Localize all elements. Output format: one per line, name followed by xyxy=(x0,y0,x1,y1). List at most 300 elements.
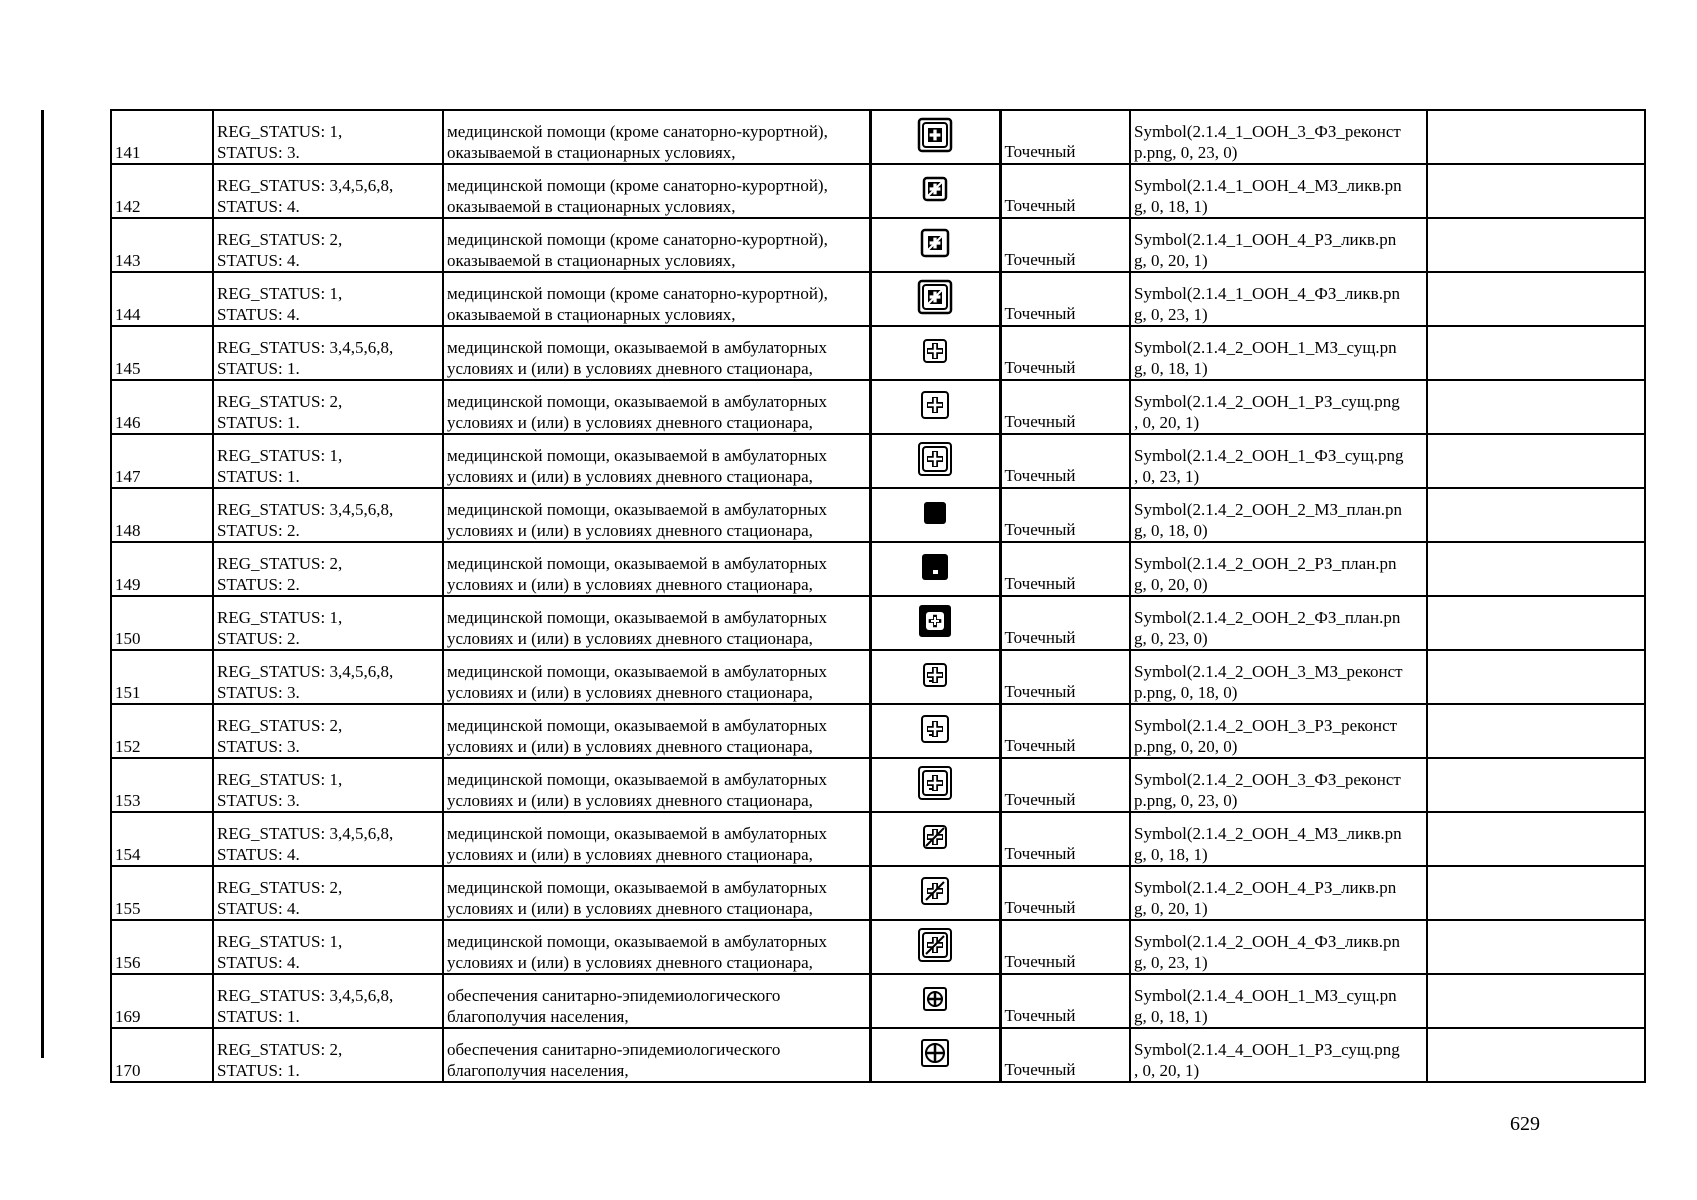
description-cell xyxy=(443,272,870,326)
row-number: 147 xyxy=(115,467,141,486)
hospital-bold-frame-cross-icon xyxy=(917,117,953,158)
description-line-1: медицинской помощи, оказываемой в амбулаторных xyxy=(447,392,827,411)
symbol-icon-cell xyxy=(870,488,1000,542)
row-number-cell xyxy=(111,704,213,758)
left-margin-line xyxy=(41,110,44,1058)
sanitary-grid-small-icon xyxy=(922,986,948,1017)
symbol-icon-cell xyxy=(870,650,1000,704)
table-row xyxy=(111,110,1645,164)
table-row xyxy=(111,650,1645,704)
description-cell xyxy=(443,110,870,164)
description-line-2: условиях и (или) в условиях дневного стационара, xyxy=(447,845,813,864)
description-line-1: медицинской помощи, оказываемой в амбулаторных xyxy=(447,500,827,519)
description-line-1: медицинской помощи, оказываемой в амбулаторных xyxy=(447,608,827,627)
row-number-cell xyxy=(111,650,213,704)
reg-status: REG_STATUS: 2, xyxy=(217,716,343,735)
symbol-expression-cell xyxy=(1130,704,1427,758)
table-row xyxy=(111,488,1645,542)
description-cell xyxy=(443,812,870,866)
symbol-expression-line-1: Symbol(2.1.4_2_ООН_2_МЗ_план.pn xyxy=(1134,500,1402,519)
description-line-2: условиях и (или) в условиях дневного стационара, xyxy=(447,521,813,540)
description-line-2: оказываемой в стационарных условиях, xyxy=(447,305,736,324)
row-number-cell xyxy=(111,974,213,1028)
empty-cell xyxy=(1427,920,1645,974)
symbol-expression-line-1: Symbol(2.1.4_4_ООН_1_МЗ_сущ.pn xyxy=(1134,986,1397,1005)
description-line-1: обеспечения санитарно-эпидемиологического xyxy=(447,986,781,1005)
row-number: 151 xyxy=(115,683,141,702)
status: STATUS: 2. xyxy=(217,575,300,594)
table-row xyxy=(111,758,1645,812)
status-cell xyxy=(213,974,443,1028)
reg-status: REG_STATUS: 1, xyxy=(217,446,343,465)
geometry-type-cell xyxy=(1000,110,1130,164)
geometry-type-cell xyxy=(1000,758,1130,812)
symbol-expression-line-2: p.png, 0, 20, 0) xyxy=(1134,737,1238,756)
outpatient-cross-small-icon xyxy=(922,338,948,369)
symbol-expression-line-2: g, 0, 20, 0) xyxy=(1134,575,1208,594)
geometry-type-cell xyxy=(1000,866,1130,920)
symbol-icon-cell xyxy=(870,920,1000,974)
symbol-expression-cell xyxy=(1130,596,1427,650)
reg-status: REG_STATUS: 2, xyxy=(217,392,343,411)
description-line-2: условиях и (или) в условиях дневного стационара, xyxy=(447,467,813,486)
symbol-expression-cell xyxy=(1130,272,1427,326)
description-line-1: медицинской помощи, оказываемой в амбулаторных xyxy=(447,716,827,735)
status: STATUS: 3. xyxy=(217,683,300,702)
description-line-2: условиях и (или) в условиях дневного стационара, xyxy=(447,683,813,702)
table-row xyxy=(111,704,1645,758)
symbol-expression-line-1: Symbol(2.1.4_1_ООН_4_МЗ_ликв.pn xyxy=(1134,176,1402,195)
geometry-type-cell xyxy=(1000,1028,1130,1082)
row-number: 170 xyxy=(115,1061,141,1080)
status-cell xyxy=(213,272,443,326)
row-number: 153 xyxy=(115,791,141,810)
geometry-type: Точечный xyxy=(1004,682,1076,701)
symbol-expression-cell xyxy=(1130,758,1427,812)
symbol-expression-cell xyxy=(1130,326,1427,380)
empty-cell xyxy=(1427,650,1645,704)
table-row xyxy=(111,380,1645,434)
row-number-cell xyxy=(111,164,213,218)
empty-cell xyxy=(1427,812,1645,866)
geometry-type: Точечный xyxy=(1004,196,1076,215)
description-line-2: оказываемой в стационарных условиях, xyxy=(447,143,736,162)
geometry-type-cell xyxy=(1000,380,1130,434)
geometry-type: Точечный xyxy=(1004,574,1076,593)
geometry-type-cell xyxy=(1000,704,1130,758)
reg-status: REG_STATUS: 1, xyxy=(217,608,343,627)
empty-cell xyxy=(1427,164,1645,218)
status-cell xyxy=(213,812,443,866)
description-line-1: медицинской помощи, оказываемой в амбулаторных xyxy=(447,662,827,681)
symbol-icon-cell xyxy=(870,866,1000,920)
geometry-type-cell xyxy=(1000,812,1130,866)
reg-status: REG_STATUS: 2, xyxy=(217,878,343,897)
status: STATUS: 4. xyxy=(217,953,300,972)
empty-cell xyxy=(1427,974,1645,1028)
description-line-1: медицинской помощи, оказываемой в амбулаторных xyxy=(447,878,827,897)
reg-status: REG_STATUS: 2, xyxy=(217,1040,343,1059)
symbol-expression-line-2: g, 0, 18, 1) xyxy=(1134,845,1208,864)
row-number: 145 xyxy=(115,359,141,378)
description-line-2: условиях и (или) в условиях дневного стационара, xyxy=(447,791,813,810)
symbol-expression-cell xyxy=(1130,380,1427,434)
row-number-cell xyxy=(111,812,213,866)
description-line-2: условиях и (или) в условиях дневного стационара, xyxy=(447,629,813,648)
table-row xyxy=(111,596,1645,650)
description-line-1: медицинской помощи (кроме санаторно-курортной), xyxy=(447,230,828,249)
outpatient-filled-square-icon xyxy=(922,500,948,531)
symbol-expression-line-2: g, 0, 18, 1) xyxy=(1134,1007,1208,1026)
row-number: 146 xyxy=(115,413,141,432)
status-cell xyxy=(213,488,443,542)
status: STATUS: 2. xyxy=(217,629,300,648)
row-number: 156 xyxy=(115,953,141,972)
outpatient-filled-cross-icon xyxy=(917,603,953,644)
outpatient-filled-marked-icon xyxy=(920,552,950,587)
reg-status: REG_STATUS: 1, xyxy=(217,770,343,789)
outpatient-crossed-small-icon xyxy=(922,824,948,855)
row-number: 141 xyxy=(115,143,141,162)
empty-cell xyxy=(1427,1028,1645,1082)
row-number-cell xyxy=(111,920,213,974)
symbol-icon-cell xyxy=(870,110,1000,164)
description-cell xyxy=(443,1028,870,1082)
empty-cell xyxy=(1427,758,1645,812)
symbol-expression-line-2: p.png, 0, 23, 0) xyxy=(1134,791,1238,810)
description-cell xyxy=(443,434,870,488)
table-row xyxy=(111,218,1645,272)
status: STATUS: 4. xyxy=(217,845,300,864)
symbol-expression-line-1: Symbol(2.1.4_1_ООН_4_РЗ_ликв.pn xyxy=(1134,230,1397,249)
row-number: 152 xyxy=(115,737,141,756)
symbol-expression-line-2: p.png, 0, 18, 0) xyxy=(1134,683,1238,702)
symbol-expression-line-1: Symbol(2.1.4_2_ООН_1_ФЗ_сущ.png xyxy=(1134,446,1404,465)
symbol-expression-line-1: Symbol(2.1.4_1_ООН_3_ФЗ_реконст xyxy=(1134,122,1401,141)
symbol-icon-cell xyxy=(870,164,1000,218)
hospital-crossed-framed-icon xyxy=(917,279,953,320)
symbol-expression-line-2: , 0, 20, 1) xyxy=(1134,413,1200,432)
symbol-expression-line-2: , 0, 23, 1) xyxy=(1134,467,1200,486)
description-line-1: медицинской помощи, оказываемой в амбулаторных xyxy=(447,554,827,573)
description-line-2: условиях и (или) в условиях дневного стационара, xyxy=(447,359,813,378)
status: STATUS: 1. xyxy=(217,1061,300,1080)
table-row xyxy=(111,272,1645,326)
status: STATUS: 1. xyxy=(217,467,300,486)
status: STATUS: 3. xyxy=(217,143,300,162)
row-number: 149 xyxy=(115,575,141,594)
empty-cell xyxy=(1427,434,1645,488)
status-cell xyxy=(213,380,443,434)
row-number-cell xyxy=(111,434,213,488)
symbol-expression-line-2: , 0, 20, 1) xyxy=(1134,1061,1200,1080)
description-cell xyxy=(443,758,870,812)
row-number-cell xyxy=(111,380,213,434)
geometry-type-cell xyxy=(1000,974,1130,1028)
status: STATUS: 2. xyxy=(217,521,300,540)
description-line-2: условиях и (или) в условиях дневного стационара, xyxy=(447,953,813,972)
empty-cell xyxy=(1427,704,1645,758)
reg-status: REG_STATUS: 1, xyxy=(217,122,343,141)
symbol-icon-cell xyxy=(870,218,1000,272)
symbol-expression-line-2: g, 0, 23, 0) xyxy=(1134,629,1208,648)
status-cell xyxy=(213,326,443,380)
description-line-2: оказываемой в стационарных условиях, xyxy=(447,251,736,270)
reg-status: REG_STATUS: 3,4,5,6,8, xyxy=(217,662,394,681)
symbol-expression-line-1: Symbol(2.1.4_2_ООН_3_МЗ_реконст xyxy=(1134,662,1403,681)
outpatient-cross-framed-icon xyxy=(917,441,953,482)
symbol-expression-line-1: Symbol(2.1.4_2_ООН_1_РЗ_сущ.png xyxy=(1134,392,1400,411)
outpatient-crossed-medium-icon xyxy=(920,876,950,911)
row-number-cell xyxy=(111,758,213,812)
hospital-crossed-medium-icon xyxy=(920,228,950,263)
description-line-1: медицинской помощи, оказываемой в амбулаторных xyxy=(447,338,827,357)
reg-status: REG_STATUS: 1, xyxy=(217,284,343,303)
symbol-expression-line-1: Symbol(2.1.4_2_ООН_4_МЗ_ликв.pn xyxy=(1134,824,1402,843)
symbol-expression-cell xyxy=(1130,866,1427,920)
empty-cell xyxy=(1427,596,1645,650)
page-number: 629 xyxy=(1510,1113,1540,1135)
geometry-type: Точечный xyxy=(1004,1006,1076,1025)
description-cell xyxy=(443,164,870,218)
row-number: 144 xyxy=(115,305,141,324)
status: STATUS: 1. xyxy=(217,359,300,378)
symbol-expression-line-2: g, 0, 18, 1) xyxy=(1134,197,1208,216)
table-row xyxy=(111,326,1645,380)
geometry-type: Точечный xyxy=(1004,304,1076,323)
status-cell xyxy=(213,866,443,920)
reg-status: REG_STATUS: 1, xyxy=(217,932,343,951)
row-number-cell xyxy=(111,866,213,920)
outpatient-reconstruct-small-icon xyxy=(922,662,948,693)
symbol-table xyxy=(110,109,1646,1083)
symbol-expression-line-1: Symbol(2.1.4_2_ООН_4_РЗ_ликв.pn xyxy=(1134,878,1397,897)
geometry-type-cell xyxy=(1000,326,1130,380)
row-number: 154 xyxy=(115,845,141,864)
description-cell xyxy=(443,704,870,758)
description-line-2: оказываемой в стационарных условиях, xyxy=(447,197,736,216)
reg-status: REG_STATUS: 2, xyxy=(217,554,343,573)
symbol-expression-line-1: Symbol(2.1.4_1_ООН_4_ФЗ_ликв.pn xyxy=(1134,284,1400,303)
row-number: 150 xyxy=(115,629,141,648)
status: STATUS: 1. xyxy=(217,1007,300,1026)
reg-status: REG_STATUS: 2, xyxy=(217,230,343,249)
symbol-expression-line-1: Symbol(2.1.4_2_ООН_1_МЗ_сущ.pn xyxy=(1134,338,1397,357)
symbol-icon-cell xyxy=(870,326,1000,380)
symbol-expression-line-2: g, 0, 20, 1) xyxy=(1134,251,1208,270)
symbol-expression-line-1: Symbol(2.1.4_2_ООН_3_ФЗ_реконст xyxy=(1134,770,1401,789)
table-row xyxy=(111,164,1645,218)
symbol-icon-cell xyxy=(870,704,1000,758)
description-line-2: условиях и (или) в условиях дневного стационара, xyxy=(447,899,813,918)
status-cell xyxy=(213,920,443,974)
description-line-1: медицинской помощи (кроме санаторно-курортной), xyxy=(447,284,828,303)
description-line-2: благополучия населения, xyxy=(447,1007,629,1026)
status-cell xyxy=(213,650,443,704)
row-number-cell xyxy=(111,110,213,164)
row-number: 148 xyxy=(115,521,141,540)
geometry-type-cell xyxy=(1000,164,1130,218)
reg-status: REG_STATUS: 3,4,5,6,8, xyxy=(217,176,394,195)
description-line-1: медицинской помощи (кроме санаторно-курортной), xyxy=(447,122,828,141)
status-cell xyxy=(213,596,443,650)
symbol-icon-cell xyxy=(870,542,1000,596)
table-row xyxy=(111,434,1645,488)
description-line-1: медицинской помощи, оказываемой в амбулаторных xyxy=(447,824,827,843)
geometry-type: Точечный xyxy=(1004,952,1076,971)
table-row xyxy=(111,866,1645,920)
symbol-expression-line-1: Symbol(2.1.4_2_ООН_3_РЗ_реконст xyxy=(1134,716,1398,735)
row-number-cell xyxy=(111,272,213,326)
row-number: 155 xyxy=(115,899,141,918)
status-cell xyxy=(213,434,443,488)
row-number-cell xyxy=(111,326,213,380)
description-line-1: обеспечения санитарно-эпидемиологического xyxy=(447,1040,781,1059)
geometry-type: Точечный xyxy=(1004,142,1076,161)
outpatient-cross-medium-icon xyxy=(920,390,950,425)
status: STATUS: 3. xyxy=(217,737,300,756)
geometry-type: Точечный xyxy=(1004,844,1076,863)
symbol-expression-line-1: Symbol(2.1.4_2_ООН_4_ФЗ_ликв.pn xyxy=(1134,932,1400,951)
description-cell xyxy=(443,650,870,704)
description-cell xyxy=(443,380,870,434)
status: STATUS: 3. xyxy=(217,791,300,810)
row-number: 143 xyxy=(115,251,141,270)
geometry-type-cell xyxy=(1000,542,1130,596)
description-line-1: медицинской помощи, оказываемой в амбулаторных xyxy=(447,932,827,951)
geometry-type: Точечный xyxy=(1004,466,1076,485)
status: STATUS: 4. xyxy=(217,197,300,216)
geometry-type-cell xyxy=(1000,596,1130,650)
status-cell xyxy=(213,110,443,164)
geometry-type: Точечный xyxy=(1004,790,1076,809)
geometry-type: Точечный xyxy=(1004,358,1076,377)
symbol-icon-cell xyxy=(870,758,1000,812)
description-cell xyxy=(443,974,870,1028)
reg-status: REG_STATUS: 3,4,5,6,8, xyxy=(217,338,394,357)
description-line-1: медицинской помощи, оказываемой в амбулаторных xyxy=(447,770,827,789)
symbol-expression-cell xyxy=(1130,434,1427,488)
symbol-expression-cell xyxy=(1130,164,1427,218)
geometry-type: Точечный xyxy=(1004,412,1076,431)
description-cell xyxy=(443,866,870,920)
symbol-expression-cell xyxy=(1130,488,1427,542)
description-cell xyxy=(443,542,870,596)
row-number-cell xyxy=(111,218,213,272)
outpatient-reconstruct-medium-icon xyxy=(920,714,950,749)
geometry-type-cell xyxy=(1000,920,1130,974)
geometry-type: Точечный xyxy=(1004,628,1076,647)
row-number-cell xyxy=(111,1028,213,1082)
description-cell xyxy=(443,218,870,272)
geometry-type: Точечный xyxy=(1004,898,1076,917)
geometry-type-cell xyxy=(1000,434,1130,488)
table-row xyxy=(111,974,1645,1028)
symbol-icon-cell xyxy=(870,434,1000,488)
outpatient-crossed-framed-icon xyxy=(917,927,953,968)
table-row xyxy=(111,1028,1645,1082)
empty-cell xyxy=(1427,218,1645,272)
description-cell xyxy=(443,488,870,542)
description-line-2: благополучия населения, xyxy=(447,1061,629,1080)
symbol-icon-cell xyxy=(870,272,1000,326)
symbol-icon-cell xyxy=(870,974,1000,1028)
sanitary-grid-medium-icon xyxy=(920,1038,950,1073)
description-line-2: условиях и (или) в условиях дневного стационара, xyxy=(447,575,813,594)
empty-cell xyxy=(1427,326,1645,380)
symbol-expression-cell xyxy=(1130,650,1427,704)
table-row xyxy=(111,920,1645,974)
status: STATUS: 4. xyxy=(217,251,300,270)
symbol-expression-line-2: g, 0, 20, 1) xyxy=(1134,899,1208,918)
geometry-type: Точечный xyxy=(1004,520,1076,539)
table-row xyxy=(111,542,1645,596)
status-cell xyxy=(213,542,443,596)
status: STATUS: 1. xyxy=(217,413,300,432)
symbol-icon-cell xyxy=(870,1028,1000,1082)
geometry-type-cell xyxy=(1000,488,1130,542)
symbol-expression-cell xyxy=(1130,812,1427,866)
description-line-1: медицинской помощи, оказываемой в амбулаторных xyxy=(447,446,827,465)
symbol-expression-cell xyxy=(1130,1028,1427,1082)
description-cell xyxy=(443,920,870,974)
status-cell xyxy=(213,704,443,758)
geometry-type-cell xyxy=(1000,650,1130,704)
symbol-expression-line-2: p.png, 0, 23, 0) xyxy=(1134,143,1238,162)
status-cell xyxy=(213,164,443,218)
table-row xyxy=(111,812,1645,866)
geometry-type: Точечный xyxy=(1004,250,1076,269)
empty-cell xyxy=(1427,110,1645,164)
row-number-cell xyxy=(111,488,213,542)
reg-status: REG_STATUS: 3,4,5,6,8, xyxy=(217,500,394,519)
description-line-2: условиях и (или) в условиях дневного стационара, xyxy=(447,413,813,432)
empty-cell xyxy=(1427,488,1645,542)
geometry-type-cell xyxy=(1000,218,1130,272)
symbol-expression-line-2: g, 0, 18, 1) xyxy=(1134,359,1208,378)
symbol-expression-line-2: g, 0, 23, 1) xyxy=(1134,953,1208,972)
hospital-crossed-small-icon xyxy=(922,176,948,207)
row-number: 142 xyxy=(115,197,141,216)
symbol-expression-line-1: Symbol(2.1.4_2_ООН_2_РЗ_план.pn xyxy=(1134,554,1397,573)
table-body xyxy=(111,110,1645,1082)
row-number: 169 xyxy=(115,1007,141,1026)
description-cell xyxy=(443,326,870,380)
description-cell xyxy=(443,596,870,650)
status-cell xyxy=(213,758,443,812)
reg-status: REG_STATUS: 3,4,5,6,8, xyxy=(217,986,394,1005)
geometry-type-cell xyxy=(1000,272,1130,326)
symbol-icon-cell xyxy=(870,596,1000,650)
symbol-expression-cell xyxy=(1130,542,1427,596)
geometry-type: Точечный xyxy=(1004,1060,1076,1079)
description-line-1: медицинской помощи (кроме санаторно-курортной), xyxy=(447,176,828,195)
geometry-type: Точечный xyxy=(1004,736,1076,755)
symbol-expression-cell xyxy=(1130,218,1427,272)
symbol-expression-cell xyxy=(1130,110,1427,164)
empty-cell xyxy=(1427,380,1645,434)
empty-cell xyxy=(1427,272,1645,326)
symbol-expression-line-2: g, 0, 18, 0) xyxy=(1134,521,1208,540)
status: STATUS: 4. xyxy=(217,899,300,918)
status-cell xyxy=(213,1028,443,1082)
symbol-icon-cell xyxy=(870,380,1000,434)
empty-cell xyxy=(1427,542,1645,596)
status-cell xyxy=(213,218,443,272)
status: STATUS: 4. xyxy=(217,305,300,324)
outpatient-reconstruct-framed-icon xyxy=(917,765,953,806)
empty-cell xyxy=(1427,866,1645,920)
